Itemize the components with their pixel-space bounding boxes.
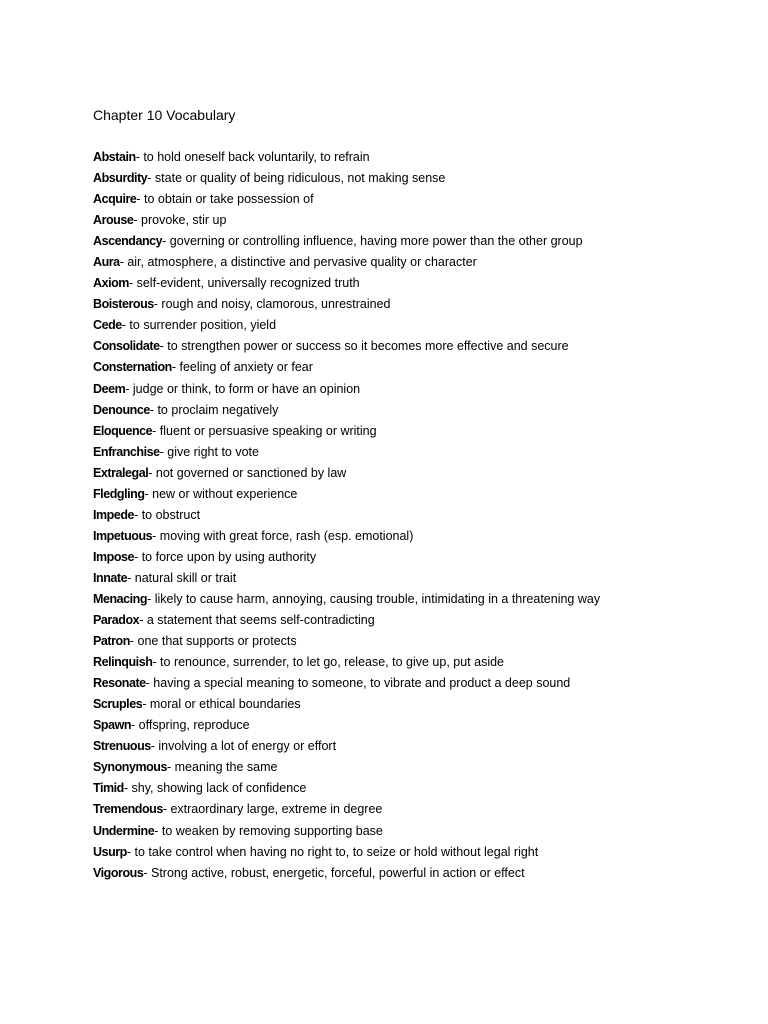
vocabulary-entry	[93, 421, 733, 442]
vocabulary-entry	[93, 273, 733, 294]
vocabulary-term: Patron	[93, 634, 130, 649]
vocabulary-definition: - self-evident, universally recognized truth	[128, 276, 360, 291]
vocabulary-definition: - shy, showing lack of confidence	[123, 781, 307, 796]
vocabulary-term: Arouse	[93, 213, 134, 228]
vocabulary-definition: - moral or ethical boundaries	[142, 697, 301, 712]
vocabulary-definition: - provoke, stir up	[133, 213, 227, 228]
vocabulary-entry	[93, 526, 733, 547]
vocabulary-entry	[93, 631, 733, 652]
vocabulary-term: Ascendancy	[93, 234, 163, 249]
vocabulary-term: Abstain	[93, 150, 136, 164]
vocabulary-term: Deem	[93, 381, 126, 396]
vocabulary-term: Axiom	[93, 276, 129, 291]
vocabulary-term: Tremendous	[93, 802, 163, 817]
vocabulary-definition: - to obstruct	[134, 507, 201, 522]
vocabulary-entry	[93, 357, 733, 378]
vocabulary-definition: - to strengthen power or success so it becomes more effective and secure	[159, 339, 569, 354]
vocabulary-term: Timid	[93, 781, 124, 796]
vocabulary-entry	[93, 673, 733, 694]
vocabulary-term: Extralegal	[93, 465, 149, 480]
vocabulary-definition: - to obtain or take possession of	[136, 192, 314, 207]
vocabulary-entry	[93, 821, 733, 842]
vocabulary-term: Strenuous	[93, 739, 151, 754]
vocabulary-entry	[93, 694, 733, 715]
vocabulary-term: Spawn	[93, 718, 132, 733]
document-page	[93, 105, 733, 884]
vocabulary-term: Eloquence	[93, 423, 153, 438]
vocabulary-entry	[93, 778, 733, 799]
vocabulary-definition: - give right to vote	[159, 444, 259, 459]
vocabulary-entry	[93, 147, 733, 168]
vocabulary-list	[93, 147, 733, 884]
vocabulary-term: Consolidate	[93, 339, 160, 354]
vocabulary-entry	[93, 252, 733, 273]
vocabulary-term: Synonymous	[93, 760, 167, 775]
vocabulary-entry	[93, 589, 733, 610]
vocabulary-entry	[93, 379, 733, 400]
vocabulary-definition: - offspring, reproduce	[131, 718, 250, 733]
document-title: Chapter 10 Vocabulary	[93, 107, 236, 123]
vocabulary-definition: - to renounce, surrender, to let go, release, to give up, put aside	[152, 655, 505, 670]
vocabulary-entry	[93, 442, 733, 463]
vocabulary-term: Paradox	[93, 613, 140, 628]
vocabulary-entry	[93, 400, 733, 421]
vocabulary-definition: - likely to cause harm, annoying, causing trouble, intimidating in a threatening way	[147, 591, 601, 606]
vocabulary-entry	[93, 568, 733, 589]
vocabulary-definition: - not governed or sanctioned by law	[148, 465, 347, 480]
vocabulary-definition: - natural skill or trait	[127, 570, 237, 585]
vocabulary-term: Undermine	[93, 823, 155, 838]
vocabulary-definition: - new or without experience	[144, 486, 298, 501]
vocabulary-definition: - a statement that seems self-contradicting	[139, 613, 375, 628]
vocabulary-entry	[93, 757, 733, 778]
vocabulary-term: Impose	[93, 549, 135, 564]
vocabulary-term: Innate	[93, 570, 128, 585]
vocabulary-entry	[93, 547, 733, 568]
vocabulary-definition: - moving with great force, rash (esp. emotional)	[152, 528, 414, 543]
vocabulary-term: Consternation	[93, 360, 172, 375]
vocabulary-term: Scruples	[93, 697, 143, 712]
vocabulary-entry	[93, 189, 733, 210]
vocabulary-entry	[93, 799, 733, 820]
vocabulary-entry	[93, 715, 733, 736]
vocabulary-term: Menacing	[93, 591, 148, 606]
vocabulary-definition: - Strong active, robust, energetic, forceful, powerful in action or effect	[143, 865, 525, 880]
vocabulary-entry	[93, 294, 733, 315]
vocabulary-definition: - governing or controlling influence, having more power than the other group	[162, 234, 583, 249]
vocabulary-term: Cede	[93, 318, 122, 333]
vocabulary-term: Usurp	[93, 844, 127, 859]
vocabulary-definition: - judge or think, to form or have an opinion	[125, 381, 361, 396]
vocabulary-term: Aura	[93, 255, 120, 270]
vocabulary-definition: - extraordinary large, extreme in degree	[162, 802, 383, 817]
vocabulary-entry	[93, 336, 733, 357]
vocabulary-definition: - air, atmosphere, a distinctive and pervasive quality or character	[119, 255, 477, 270]
vocabulary-term: Denounce	[93, 402, 150, 417]
vocabulary-definition: - to force upon by using authority	[134, 549, 317, 564]
vocabulary-definition: - to surrender position, yield	[121, 318, 277, 333]
vocabulary-term: Vigorous	[93, 865, 144, 880]
vocabulary-entry	[93, 736, 733, 757]
vocabulary-term: Acquire	[93, 192, 137, 207]
vocabulary-entry	[93, 505, 733, 526]
vocabulary-term: Fledgling	[93, 486, 145, 501]
vocabulary-term: Impetuous	[93, 528, 153, 543]
vocabulary-term: Enfranchise	[93, 444, 160, 459]
vocabulary-definition: - rough and noisy, clamorous, unrestrained	[153, 297, 391, 312]
vocabulary-definition: - meaning the same	[167, 760, 278, 775]
vocabulary-term: Relinquish	[93, 655, 153, 670]
vocabulary-entry	[93, 842, 733, 863]
vocabulary-definition: - having a special meaning to someone, to vibrate and product a deep sound	[145, 676, 571, 691]
vocabulary-entry	[93, 610, 733, 631]
vocabulary-definition: - to take control when having no right to, to seize or hold without legal right	[126, 844, 539, 859]
vocabulary-definition: - fluent or persuasive speaking or writing	[152, 423, 377, 438]
vocabulary-term: Absurdity	[93, 171, 148, 186]
vocabulary-entry	[93, 315, 733, 336]
vocabulary-term: Boisterous	[93, 297, 154, 312]
vocabulary-entry	[93, 210, 733, 231]
vocabulary-definition: - involving a lot of energy or effort	[150, 739, 337, 754]
vocabulary-definition: - to hold oneself back voluntarily, to refrain	[135, 150, 370, 164]
vocabulary-entry	[93, 652, 733, 673]
vocabulary-entry	[93, 231, 733, 252]
vocabulary-entry	[93, 463, 733, 484]
vocabulary-entry	[93, 863, 733, 884]
vocabulary-entry	[93, 168, 733, 189]
vocabulary-definition: - to proclaim negatively	[149, 402, 279, 417]
vocabulary-term: Resonate	[93, 676, 146, 691]
vocabulary-definition: - feeling of anxiety or fear	[171, 360, 313, 375]
vocabulary-definition: - state or quality of being ridiculous, not making sense	[147, 171, 446, 186]
vocabulary-entry	[93, 484, 733, 505]
vocabulary-definition: - one that supports or protects	[129, 634, 297, 649]
vocabulary-term: Impede	[93, 507, 135, 522]
vocabulary-definition: - to weaken by removing supporting base	[154, 823, 383, 838]
